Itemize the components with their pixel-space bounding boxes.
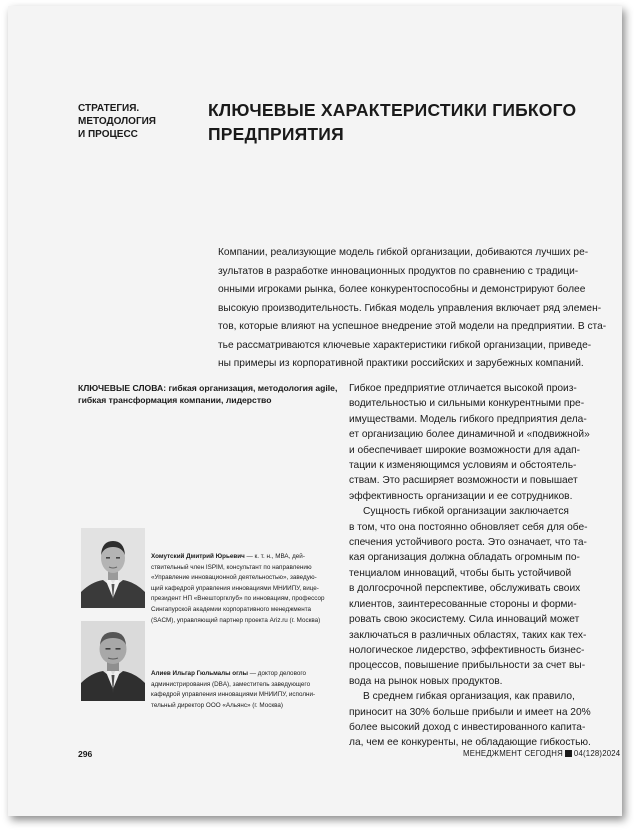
- keywords-line: гибкая трансформация компании, лидерство: [78, 395, 272, 405]
- author-photo: [81, 621, 145, 701]
- abstract-line: тов, которые влияют на успешное внедрение этой модели на предприятии. В ста-: [218, 321, 607, 332]
- body-line: тации к изменяющимся условиям и обстоятель-: [349, 460, 577, 472]
- journal-page: [8, 6, 622, 816]
- body-line: водительностью и сильными конкурентными пре-: [349, 398, 585, 410]
- author-bio-line: «Управление инновационной деятельностью», заведую-: [151, 574, 317, 582]
- author-bio-line: (SACM), управляющий партнер проекта Ariz.ru (г. Москва): [151, 616, 321, 624]
- author-bio-line: щий кафедрой управления инновациями МНИИПУ, вице-: [151, 584, 319, 592]
- body-line: клиентов, заинтересованные стороны и форми-: [349, 598, 577, 610]
- article-title-line: ПРЕДПРИЯТИЯ: [208, 124, 344, 144]
- body-line: ствам. Это расширяет возможности и повышает: [349, 475, 578, 487]
- body-line: ла, чем ее конкуренты, не обладающие гибкостью.: [349, 737, 591, 749]
- section-label-line: И ПРОЦЕСС: [78, 129, 138, 140]
- body-line: в долгосрочной перспективе, обслуживать своих: [349, 583, 581, 595]
- abstract-line: зультатов в разработке инновационных продуктов по сравнению с традици-: [218, 265, 579, 277]
- body-line: эффективность организации и ее сотрудников.: [349, 490, 573, 502]
- article-title-line: КЛЮЧЕВЫЕ ХАРАКТЕРИСТИКИ ГИБКОГО: [208, 100, 577, 120]
- body-line: в том, что она постоянно обновляет себя для обе-: [349, 521, 588, 533]
- body-line: нологическое лидерство, эффективность бизнес-: [349, 644, 585, 656]
- author-bio-line: кафедрой управления инновациями МНИИПУ, исполни-: [151, 691, 316, 699]
- body-line: вода на рынок новых продуктов.: [349, 675, 503, 687]
- body-text: [349, 381, 599, 751]
- abstract-line: онными игроками рынка, более конкурентоспособны и демонстрируют более: [218, 284, 586, 295]
- portrait-image: [81, 528, 145, 608]
- keywords: [78, 382, 340, 406]
- journal-name: МЕНЕДЖМЕНТ СЕГОДНЯ: [463, 749, 563, 758]
- body-line: Гибкое предприятие отличается высокой произ-: [349, 383, 577, 394]
- body-line: ровать свою экосистему. Сила инноваций может: [349, 614, 580, 626]
- author-bio-line: президент НП «Внешторгклуб» по инновациям, профессор: [151, 595, 325, 603]
- body-line: ет организацию более динамичной и «подвижной»: [349, 429, 590, 441]
- body-line: кая организация должна обладать огромным по-: [349, 552, 580, 564]
- author-bio-line: Сингапурской академии корпоративного менеджмента: [151, 605, 312, 613]
- author-bio-line: [151, 552, 337, 563]
- portrait-image: [81, 621, 145, 701]
- abstract-line: тье рассматриваются ключевые характеристики гибкой организации, приведе-: [218, 339, 592, 351]
- author-name: Алиев Ильгар Гюльмалы оглы: [151, 670, 248, 677]
- author-bio-text: — доктор делового: [247, 670, 306, 677]
- section-label-line: МЕТОДОЛОГИЯ: [78, 116, 156, 127]
- abstract-line: Компании, реализующие модель гибкой организации, добиваются лучших ре-: [218, 247, 589, 258]
- page-number: 296: [78, 749, 93, 759]
- body-line: заключаться в различных областях, таких как тех-: [349, 629, 587, 641]
- author-bio-line: администрирования (DBA), заместитель заведующего: [151, 680, 311, 688]
- article-title: [208, 98, 577, 146]
- journal-issue: 04(128)2024: [573, 749, 621, 758]
- body-line: приносит на 30% больше прибыли и имеет на 20%: [349, 706, 591, 718]
- author-bio: [151, 669, 337, 711]
- author-bio-text: — к. т. н., МВА, дей-: [244, 553, 305, 560]
- author-bio-line: [151, 669, 337, 680]
- body-line: и обеспечивает широкие возможности для адап-: [349, 444, 581, 456]
- body-line: В среднем гибкая организация, как правило,: [363, 691, 575, 703]
- author-bio-line: тельный директор ООО «Альянс» (г. Москва): [151, 701, 284, 709]
- body-line: имуществами. Модель гибкого предприятия дела-: [349, 413, 587, 425]
- author-bio-line: ствительный член ISPIM, консультант по направлению: [151, 563, 312, 571]
- body-line: более высокий доход с инвестированного капита-: [349, 721, 586, 733]
- author-photo: [81, 528, 145, 608]
- body-line: тенциалом инноваций, чтобы быть устойчивой: [349, 567, 572, 579]
- body-line: процессов, повышение прибыльности за счет вы-: [349, 660, 586, 672]
- abstract-line: ны примеры из корпоративной практики российских и зарубежных компаний.: [218, 358, 584, 369]
- keywords-line: КЛЮЧЕВЫЕ СЛОВА: гибкая организация, методология agile,: [78, 383, 338, 393]
- abstract-line: высокую производительность. Гибкая модель управления включает ряд элемен-: [218, 302, 602, 314]
- author-name: Хомутский Дмитрий Юрьевич: [151, 553, 245, 560]
- square-separator-icon: [565, 750, 572, 757]
- journal-footer: [463, 749, 620, 758]
- body-line: Сущность гибкой организации заключается: [363, 506, 569, 518]
- section-label-line: СТРАТЕГИЯ.: [78, 103, 140, 114]
- body-line: спечения устойчивого роста. Это означает, что та-: [349, 537, 587, 549]
- abstract: [218, 244, 607, 374]
- section-label: [78, 102, 198, 141]
- author-bio: [151, 552, 337, 626]
